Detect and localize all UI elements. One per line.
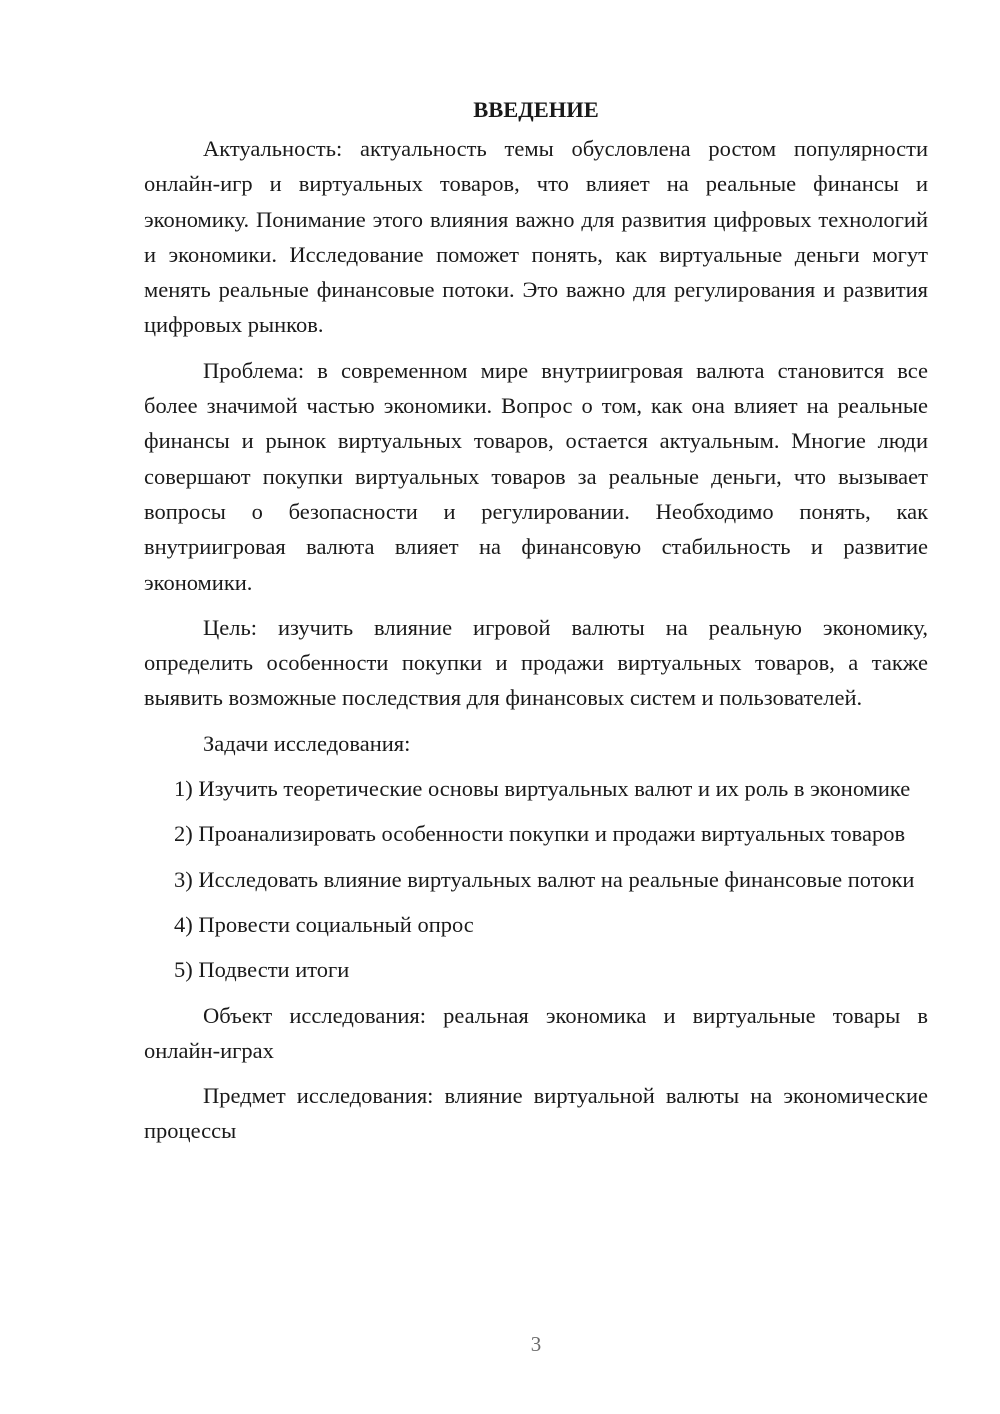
paragraph-problem: Проблема: в современном мире внутриигровая валюта становится все более значимой частью экономики. Вопрос о том, как она влияет на реальные финансы и рынок виртуальных товаров, остается актуальным. Многие люди совершают покупки виртуальных товаров за реальные деньги, что вызывает вопросы о безопасности и регулировании. Необходимо понять, как внутриигровая валюта влияет на финансовую стабильность и развитие экономики. [144, 357, 928, 595]
page-number: 3 [530, 1332, 542, 1356]
task-item-1: 1) Изучить теоретические основы виртуальных валют и их роль в экономике [174, 776, 911, 802]
paragraph-relevance: Актуальность: актуальность темы обусловлена ростом популярности онлайн-игр и виртуальных товаров, что влияет на реальные финансы и экономику. Понимание этого влияния важно для развития цифровых технологий и экономики. Исследование поможет понять, как виртуальные деньги могут менять реальные финансовые потоки. Это важно для регулирования и развития цифровых рынков. [144, 136, 928, 338]
paragraph-subject: Предмет исследования: влияние виртуальной валюты на экономические процессы [144, 1083, 928, 1144]
task-item-5: 5) Подвести итоги [174, 957, 350, 983]
paragraph-goal: Цель: изучить влияние игровой валюты на реальную экономику, определить особенности покупки и продажи виртуальных товаров, а также выявить возможные последствия для финансовых систем и пользователей. [144, 614, 928, 711]
task-item-4: 4) Провести социальный опрос [174, 911, 474, 937]
tasks-heading: Задачи исследования: [203, 730, 411, 756]
section-title: ВВЕДЕНИЕ [473, 97, 599, 122]
document-page [144, 92, 928, 1159]
paragraph-object: Объект исследования: реальная экономика и виртуальные товары в онлайн-играх [144, 1002, 928, 1063]
task-item-2: 2) Проанализировать особенности покупки и продажи виртуальных товаров [174, 821, 906, 847]
task-item-3: 3) Исследовать влияние виртуальных валют на реальные финансовые потоки [174, 866, 915, 892]
